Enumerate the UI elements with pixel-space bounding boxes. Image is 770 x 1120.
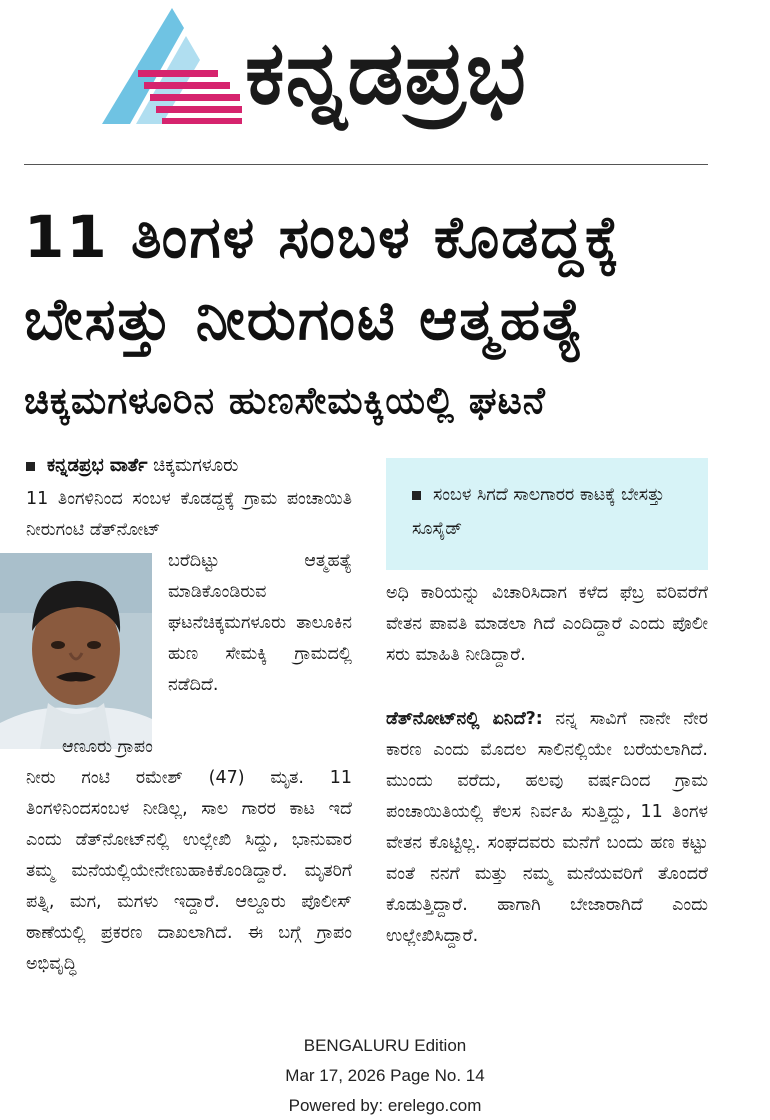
left-column-paragraph-3-start: ಆಣೂರು ಗ್ರಾಪಂ [62,737,153,757]
callout-box [386,458,708,570]
brand-name: ಕನ್ನಡಪ್ರಭ [245,21,527,124]
victim-portrait-image [0,553,152,749]
left-column-paragraph-1: 11 ತಿಂಗಳಿನಿಂದ ಸಂಬಳ ಕೊಡದ್ದಕ್ಕೆ ಗ್ರಾಮ ಪಂಚಾಯಿತಿ ನೀರುಗಂಟಿ ಡೆತ್‌ನೋಟ್ [26,489,352,540]
masthead [0,0,770,160]
left-column-paragraph-2: ಬರೆದಿಟ್ಟು ಆತ್ಮಹತ್ಯೆ ಮಾಡಿಕೊಂಡಿರುವ ಘಟನೆಚಿಕ್ಕಮಗಳೂರು ತಾಲೂಕಿನ ಹುಣ ಸೇಮಕ್ಕಿ ಗ್ರಾಮದಲ್ಲಿ ನಡೆದಿದೆ. [168,551,352,695]
byline-source: ಕನ್ನಡಪ್ರಭ ವಾರ್ತೆ [47,455,148,476]
callout-label: ಸಂಬಳ ಸಿಗದೆ ಸಾಲಗಾರರ ಕಾಟಕ್ಕೆ ಬೇಸತ್ತು ಸೂಸೈಡ್ [412,485,665,539]
right-column-paragraph-2 [386,704,708,952]
headline-line-1: 11 ತಿಂಗಳ ಸಂಬಳ ಕೊಡದ್ದಕ್ಕೆ [24,203,621,271]
byline [26,452,238,480]
deathnote-text: ನನ್ನ ಸಾವಿಗೆ ನಾನೇ ನೇರ ಕಾರಣ ಎಂದು ಮೊದಲ ಸಾಲಿನಲ್ಲಿಯೇ ಬರೆಯಲಾಗಿದೆ. ಮುಂದು ವರೆದು, ಹಲವು ವರ್ಷದಿಂದ ಗ್ರಾಮ ಪಂಚಾಯಿತಿಯಲ್ಲಿ ಕೆಲಸ ನಿರ್ವಹಿ ಸುತ್ತಿದ್ದು, 11 ತಿಂಗಳ ವೇತನ ಕೊಟ್ಟಿಲ್ಲ. ಸಂಘದವರು ಮನೆಗೆ ಬಂದು ಹಣ ಕಟ್ಟು ವಂತೆ ನನಗೆ ಮತ್ತು ನಮ್ಮ ಮನೆಯವರಿಗೆ ತೊಂದರೆ ಕೊಡುತ್ತಿದ್ದಾರೆ. ಹಾಗಾಗಿ ಬೇಜಾರಾಗಿದೆ ಎಂದು ಉಲ್ಲೇಖಿಸಿದ್ದಾರೆ. [386,709,708,946]
footer-powered-by: Powered by: erelego.com [288,1096,482,1115]
callout-text [412,478,692,546]
left-column-paragraph-3 [26,732,352,980]
footer-edition: BENGALURU Edition [303,1036,467,1055]
victim-photo [0,553,152,749]
left-column-paragraph-3-rest: ನೀರು ಗಂಟಿ ರಮೇಶ್ (47) ಮೃತ. 11 ತಿಂಗಳಿನಿಂದಸಂಬಳ ನೀಡಿಲ್ಲ, ಸಾಲ ಗಾರರ ಕಾಟ ಇದೆ ಎಂದು ಡೆತ್‌ನೋಟ್‌ನಲ್ಲಿ ಉಲ್ಲೇಖಿ ಸಿದ್ದು, ಭಾನುವಾರ ತಮ್ಮ ಮನೆಯಲ್ಲಿಯೇನೇಣುಹಾಕಿಕೊಂಡಿದ್ದಾರೆ. ಮೃತರಿಗೆ ಪತ್ನಿ, ಮಗ, ಮಗಳು ಇದ್ದಾರೆ. ಆಲ್ದೂರು ಪೊಲೀಸ್ ಠಾಣೆಯಲ್ಲಿ ಪ್ರಕರಣ ದಾಖಲಾಗಿದೆ. ಈ ಬಗ್ಗೆ ಗ್ರಾಪಂ ಅಭಿವೃದ್ಧಿ [26,768,352,974]
subheadline: ಚಿಕ್ಕಮಗಳೂರಿನ ಹುಣಸೇಮಕ್ಕಿಯಲ್ಲಿ ಘಟನೆ [24,379,546,422]
right-column-paragraph-1: ಅಧಿ ಕಾರಿಯನ್ನು ವಿಚಾರಿಸಿದಾಗ ಕಳೆದ ಫೆಬ್ರ ವರಿವರೆಗೆ ವೇತನ ಪಾವತಿ ಮಾಡಲಾ ಗಿದೆ ಎಂದಿದ್ದಾರೆ ಎಂದು ಪೊಲೀ ಸರು ಮಾಹಿತಿ ನೀಡಿದ್ದಾರೆ. [386,583,708,665]
bullet-icon [26,462,35,471]
byline-place: ಚಿಕ್ಕಮಗಳೂರು [153,455,239,476]
masthead-divider [24,164,708,165]
headline-line-2: ಬೇಸತ್ತು ನೀರುಗಂಟಿ ಆತ್ಮಹತ್ಯೆ [24,285,586,353]
footer-date-page: Mar 17, 2026 Page No. 14 [285,1066,485,1085]
deathnote-subheading: ಡೆತ್‌ನೋಟ್‌ನಲ್ಲಿ ಏನಿದೆ?: [386,709,543,729]
square-bullet-icon [412,491,421,500]
kannadaprabha-logo-icon [100,6,245,126]
